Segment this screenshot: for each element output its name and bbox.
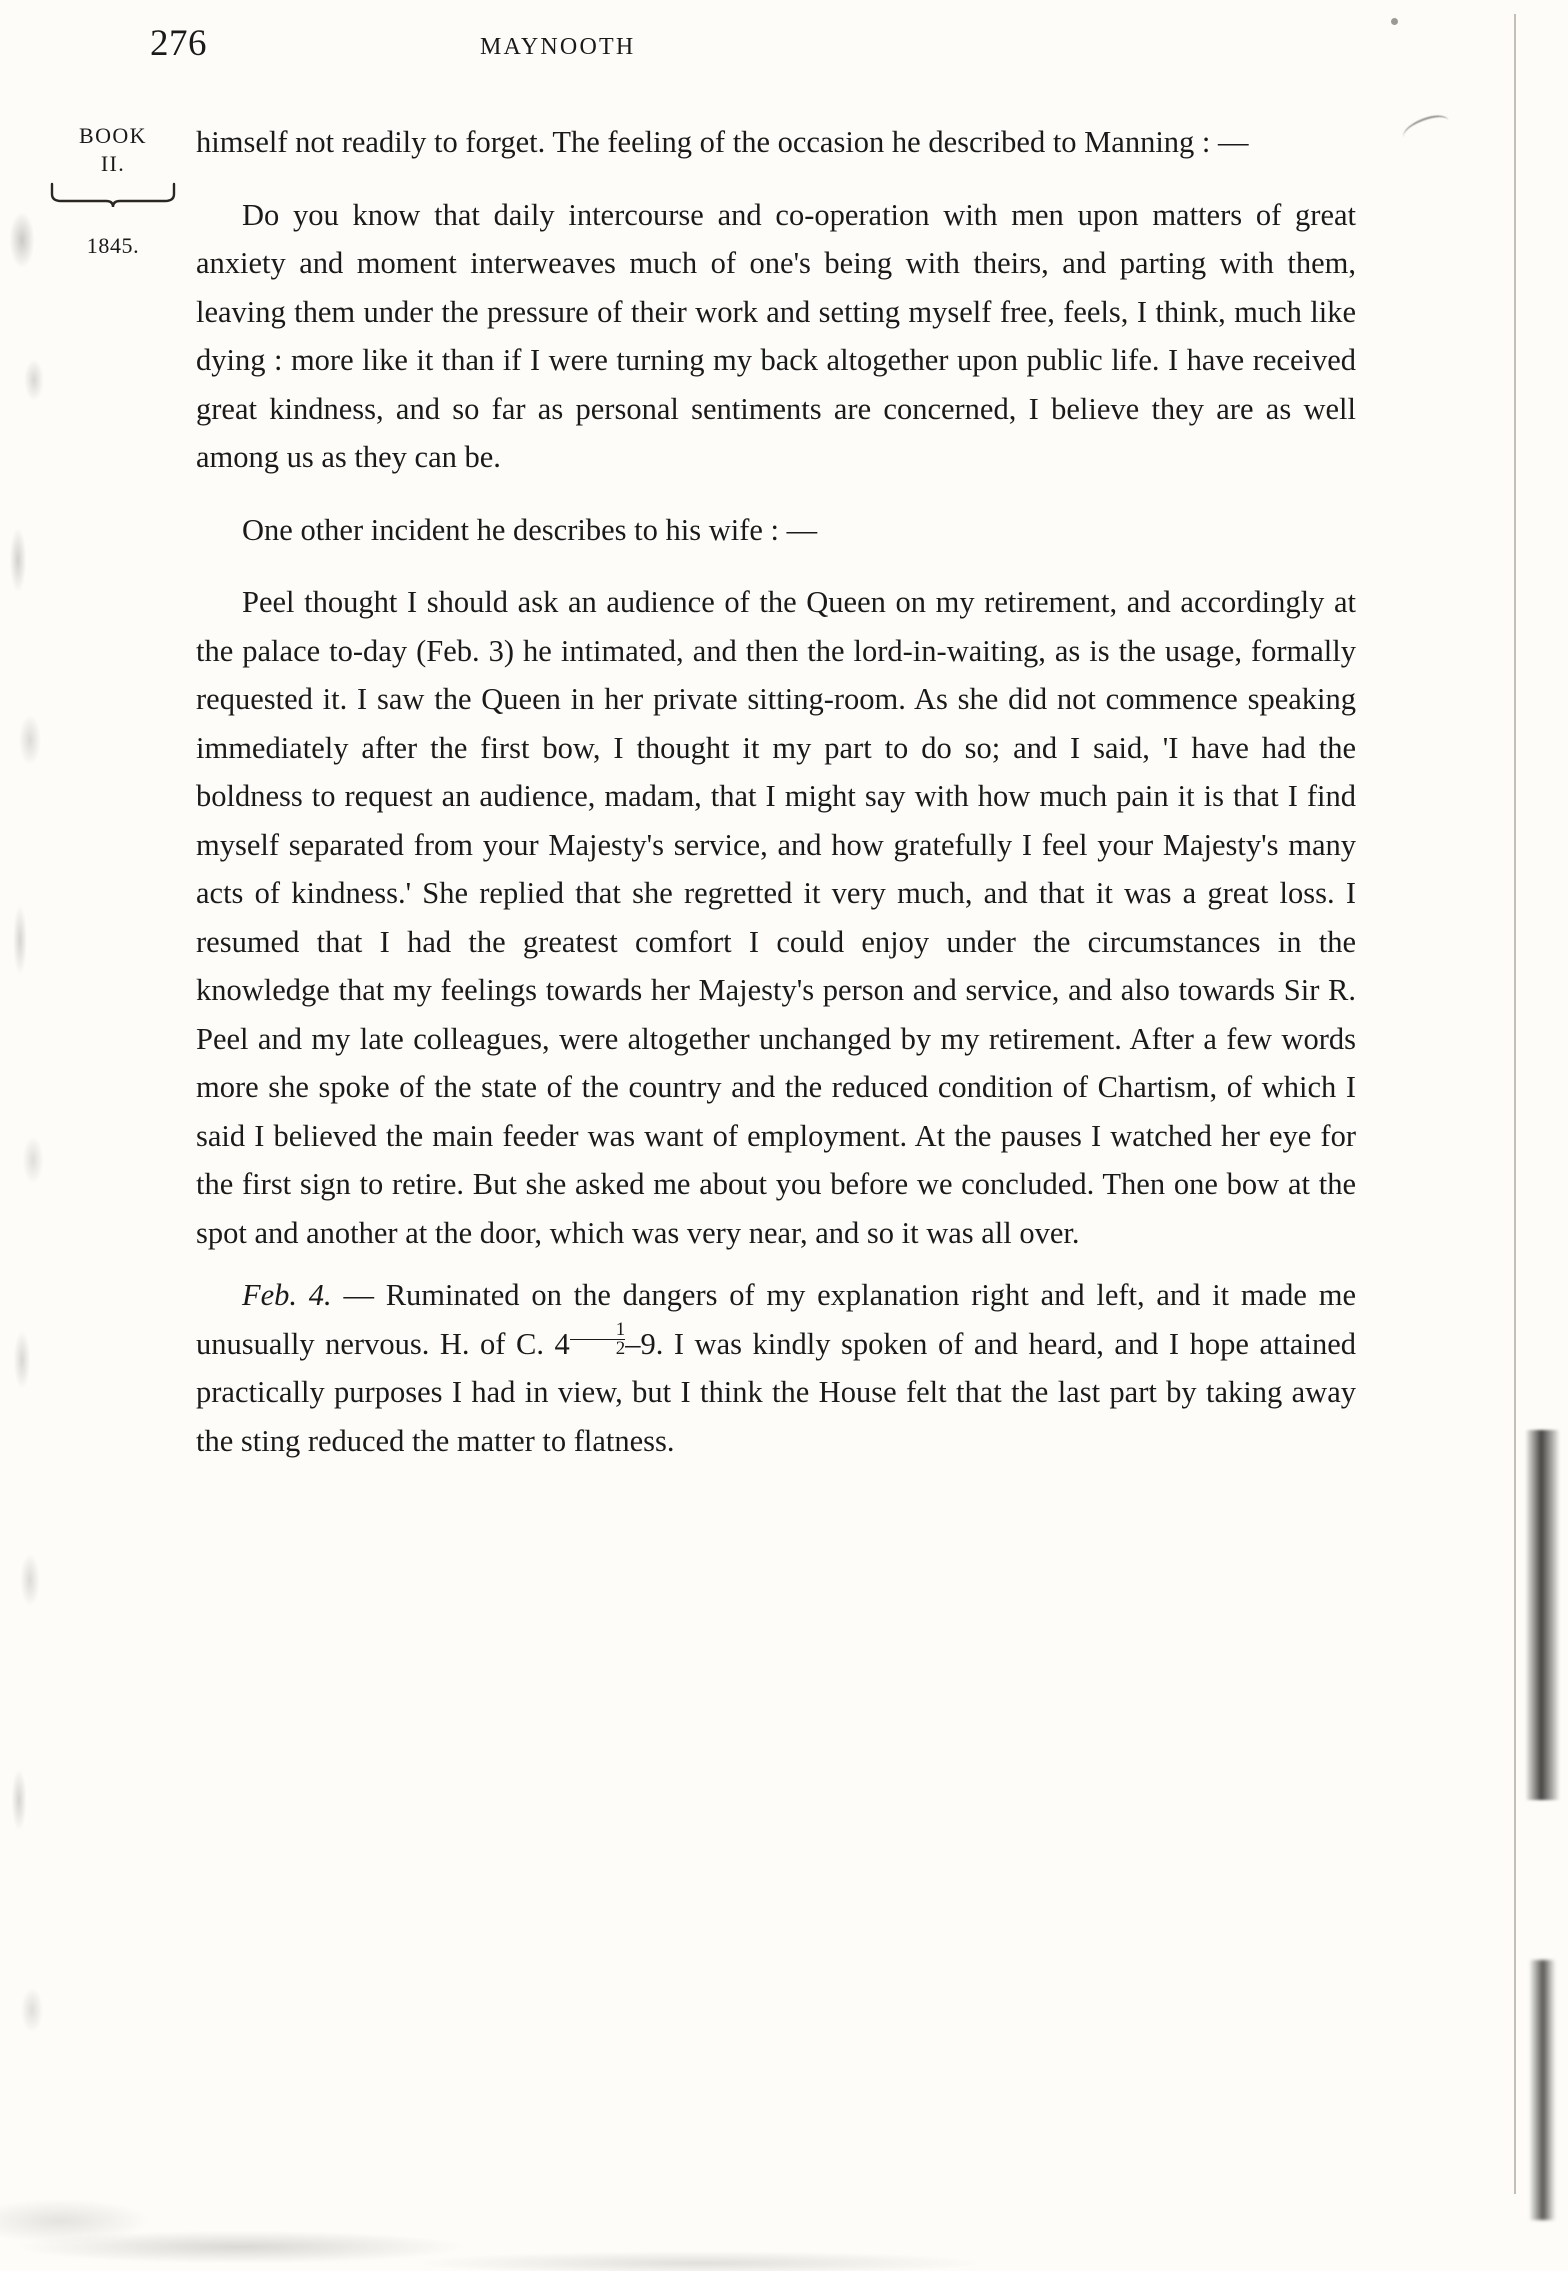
paragraph-continuation: himself not readily to forget. The feeling of the occasion he described to Manning : —: [196, 125, 1249, 159]
margin-note-year: 1845.: [86, 233, 140, 258]
scan-artifact-gutter-lower: [1530, 1960, 1556, 2220]
scan-artifact-gutter-upper: [1526, 1430, 1560, 1800]
page-header: [150, 22, 1458, 68]
text-column: [196, 118, 1356, 1465]
diary-fraction: [570, 1321, 625, 1358]
fraction-denominator: 2: [570, 1339, 625, 1358]
diary-date: Feb. 4.: [242, 1278, 332, 1312]
paragraph-letter-to-manning: Do you know that daily intercourse and co-operation with men upon matters of great anxiety and moment interweaves much of one's being with theirs, and parting with them, leaving them under the pressure of their work and setting myself free, feels, I think, much like dying : more like it than if I were turning my back altogether upon public life. I have received great kindness, and so far as personal sentiments are concerned, I believe they are as well among us as they can be.: [196, 197, 1356, 474]
diary-text-part2: –9. I was kindly spoken of and heard, and I hope attained practically purposes I had in view, but I think the House felt that the last part by taking away the sting reduced the matter to flatness.: [196, 1326, 1356, 1458]
scan-artifact-bottom: [0, 2151, 1200, 2271]
diary-text-part1: — Ruminated on the dangers of my explanation right and left, and it made me unusually nervous. H. of C. 4: [196, 1278, 1356, 1361]
fraction-numerator: 1: [615, 1319, 626, 1341]
margin-note-book-line1: BOOK: [79, 123, 147, 148]
paragraph-audience-account: Peel thought I should ask an audience of the Queen on my retirement, and accordingly at the palace to-day (Feb. 3) he intimated, and then the lord-in-waiting, as is the usage, formally requested it. I saw the Queen in her private sitting-room. As she did not commence speaking immediately after the first bow, I thought it my part to do so; and I said, 'I have had the boldness to request an audience, madam, that I might say with how much pain it is that I find myself separated from your Majesty's service, and how gratefully I feel your Majesty's many acts of kindness.' She replied that she regretted it very much, and that it was a great loss. I resumed that I had the greatest comfort I could enjoy under the circumstances in the knowledge that my feelings towards her Majesty's person and service, and also towards Sir R. Peel and my late colleagues, were altogether unchanged by my retirement. After a few words more she spoke of the state of the country and the reduced condition of Chartism, of which I said I believed the main feeder was want of employment. At the pauses I watched her eye for the first sign to retire. But she asked me about you before we concluded. Then one bow at the spot and another at the door, which was very near, and so it was all over.: [196, 585, 1356, 1250]
stray-pencil-mark: [1400, 112, 1452, 146]
paragraph-bridge: One other incident he describes to his wife : —: [242, 512, 818, 547]
running-head: MAYNOOTH: [480, 34, 636, 60]
page-gutter-rule: [1514, 14, 1516, 2194]
page-number: 276: [150, 23, 207, 64]
margin-note-book-line2: II.: [100, 151, 126, 177]
margin-brace: [48, 182, 178, 208]
paragraph-diary-entry: [196, 1271, 1356, 1465]
margin-note-book: [48, 122, 178, 178]
scan-artifact-left-margin: [0, 180, 60, 2270]
